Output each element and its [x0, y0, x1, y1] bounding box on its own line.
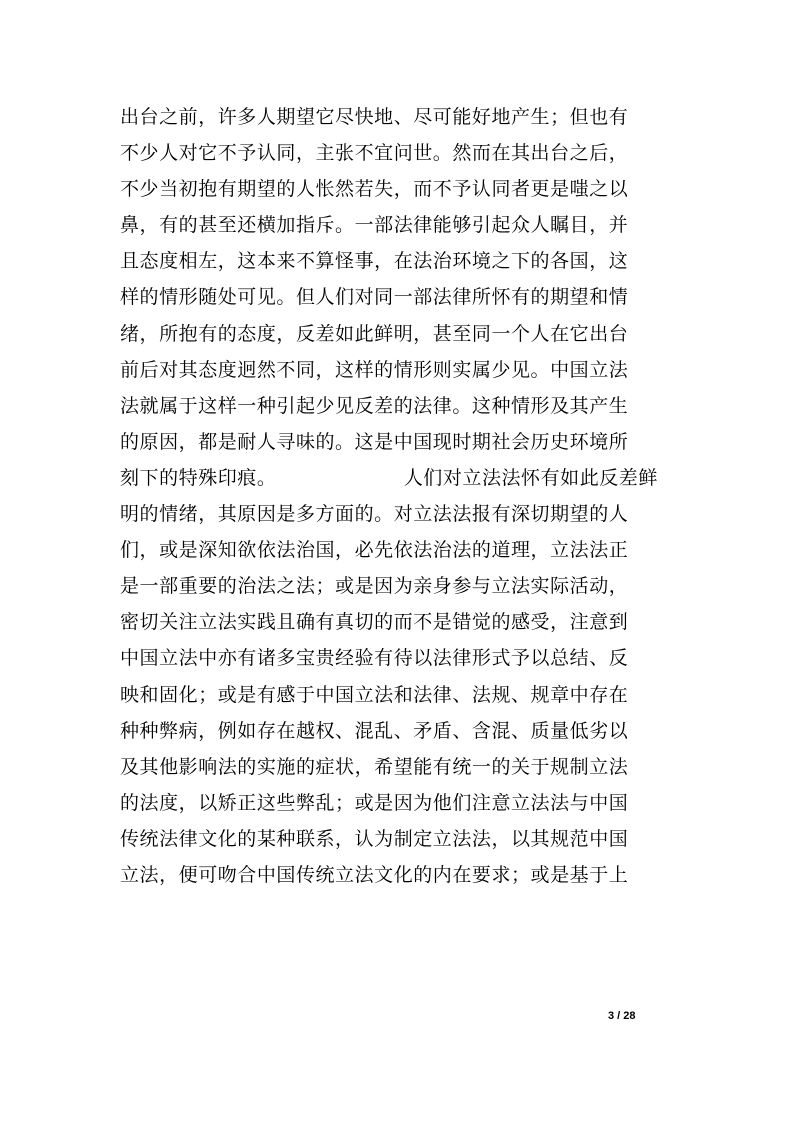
- text-line: 立法，便可吻合中国传统立法文化的内在要求；或是基于上: [120, 863, 629, 886]
- text-line: 出台之前，许多人期望它尽快地、尽可能好地产生；但也有: [120, 106, 629, 128]
- text-line: 明的情绪，其原因是多方面的。对立法法报有深切期望的人: [120, 503, 629, 526]
- text-line: 前后对其态度迥然不同，这样的情形则实属少见。中国立法: [120, 358, 629, 381]
- text-line: 的法度，以矫正这些弊乱；或是因为他们注意立法法与中国: [120, 791, 629, 814]
- text-line: 是一部重要的治法之法；或是因为亲身参与立法实际活动，: [120, 575, 629, 598]
- text-line: 样的情形随处可见。但人们对同一部法律所怀有的期望和情: [120, 286, 629, 309]
- text-line: 映和固化；或是有感于中国立法和法律、法规、规章中存在: [120, 683, 629, 706]
- text-line: 密切关注立法实践且确有真切的而不是错觉的感受，注意到: [120, 611, 629, 634]
- text-line: 不少人对它不予认同，主张不宜问世。然而在其出台之后，: [120, 142, 629, 165]
- text-line: 不少当初抱有期望的人怅然若失，而不予认同者更是嗤之以: [120, 178, 629, 201]
- text-line: 鼻，有的甚至还横加指斥。一部法律能够引起众人瞩目，并: [120, 214, 629, 237]
- text-line: 及其他影响法的实施的症状，希望能有统一的关于规制立法: [120, 755, 629, 778]
- text-line: 刻下的特殊印痕。 人们对立法法怀有如此反差鲜: [120, 466, 658, 489]
- text-line: 种种弊病，例如存在越权、混乱、矛盾、含混、质量低劣以: [120, 719, 629, 742]
- text-line: 法就属于这样一种引起少见反差的法律。这种情形及其产生: [120, 394, 629, 417]
- text-line: 们，或是深知欲依法治国，必先依法治法的道理，立法法正: [120, 539, 629, 562]
- body-text: [120, 99, 700, 893]
- text-line: 且态度相左，这本来不算怪事，在法治环境之下的各国，这: [120, 250, 629, 273]
- text-line: 绪，所抱有的态度，反差如此鲜明，甚至同一个人在它出台: [120, 322, 629, 345]
- text-line: 中国立法中亦有诸多宝贵经验有待以法律形式予以总结、反: [120, 647, 629, 670]
- text-line: 传统法律文化的某种联系，认为制定立法法，以其规范中国: [120, 827, 629, 850]
- text-line: 的原因，都是耐人寻味的。这是中国现时期社会历史环境所: [120, 430, 629, 453]
- page-number: 3 / 28: [608, 1010, 636, 1022]
